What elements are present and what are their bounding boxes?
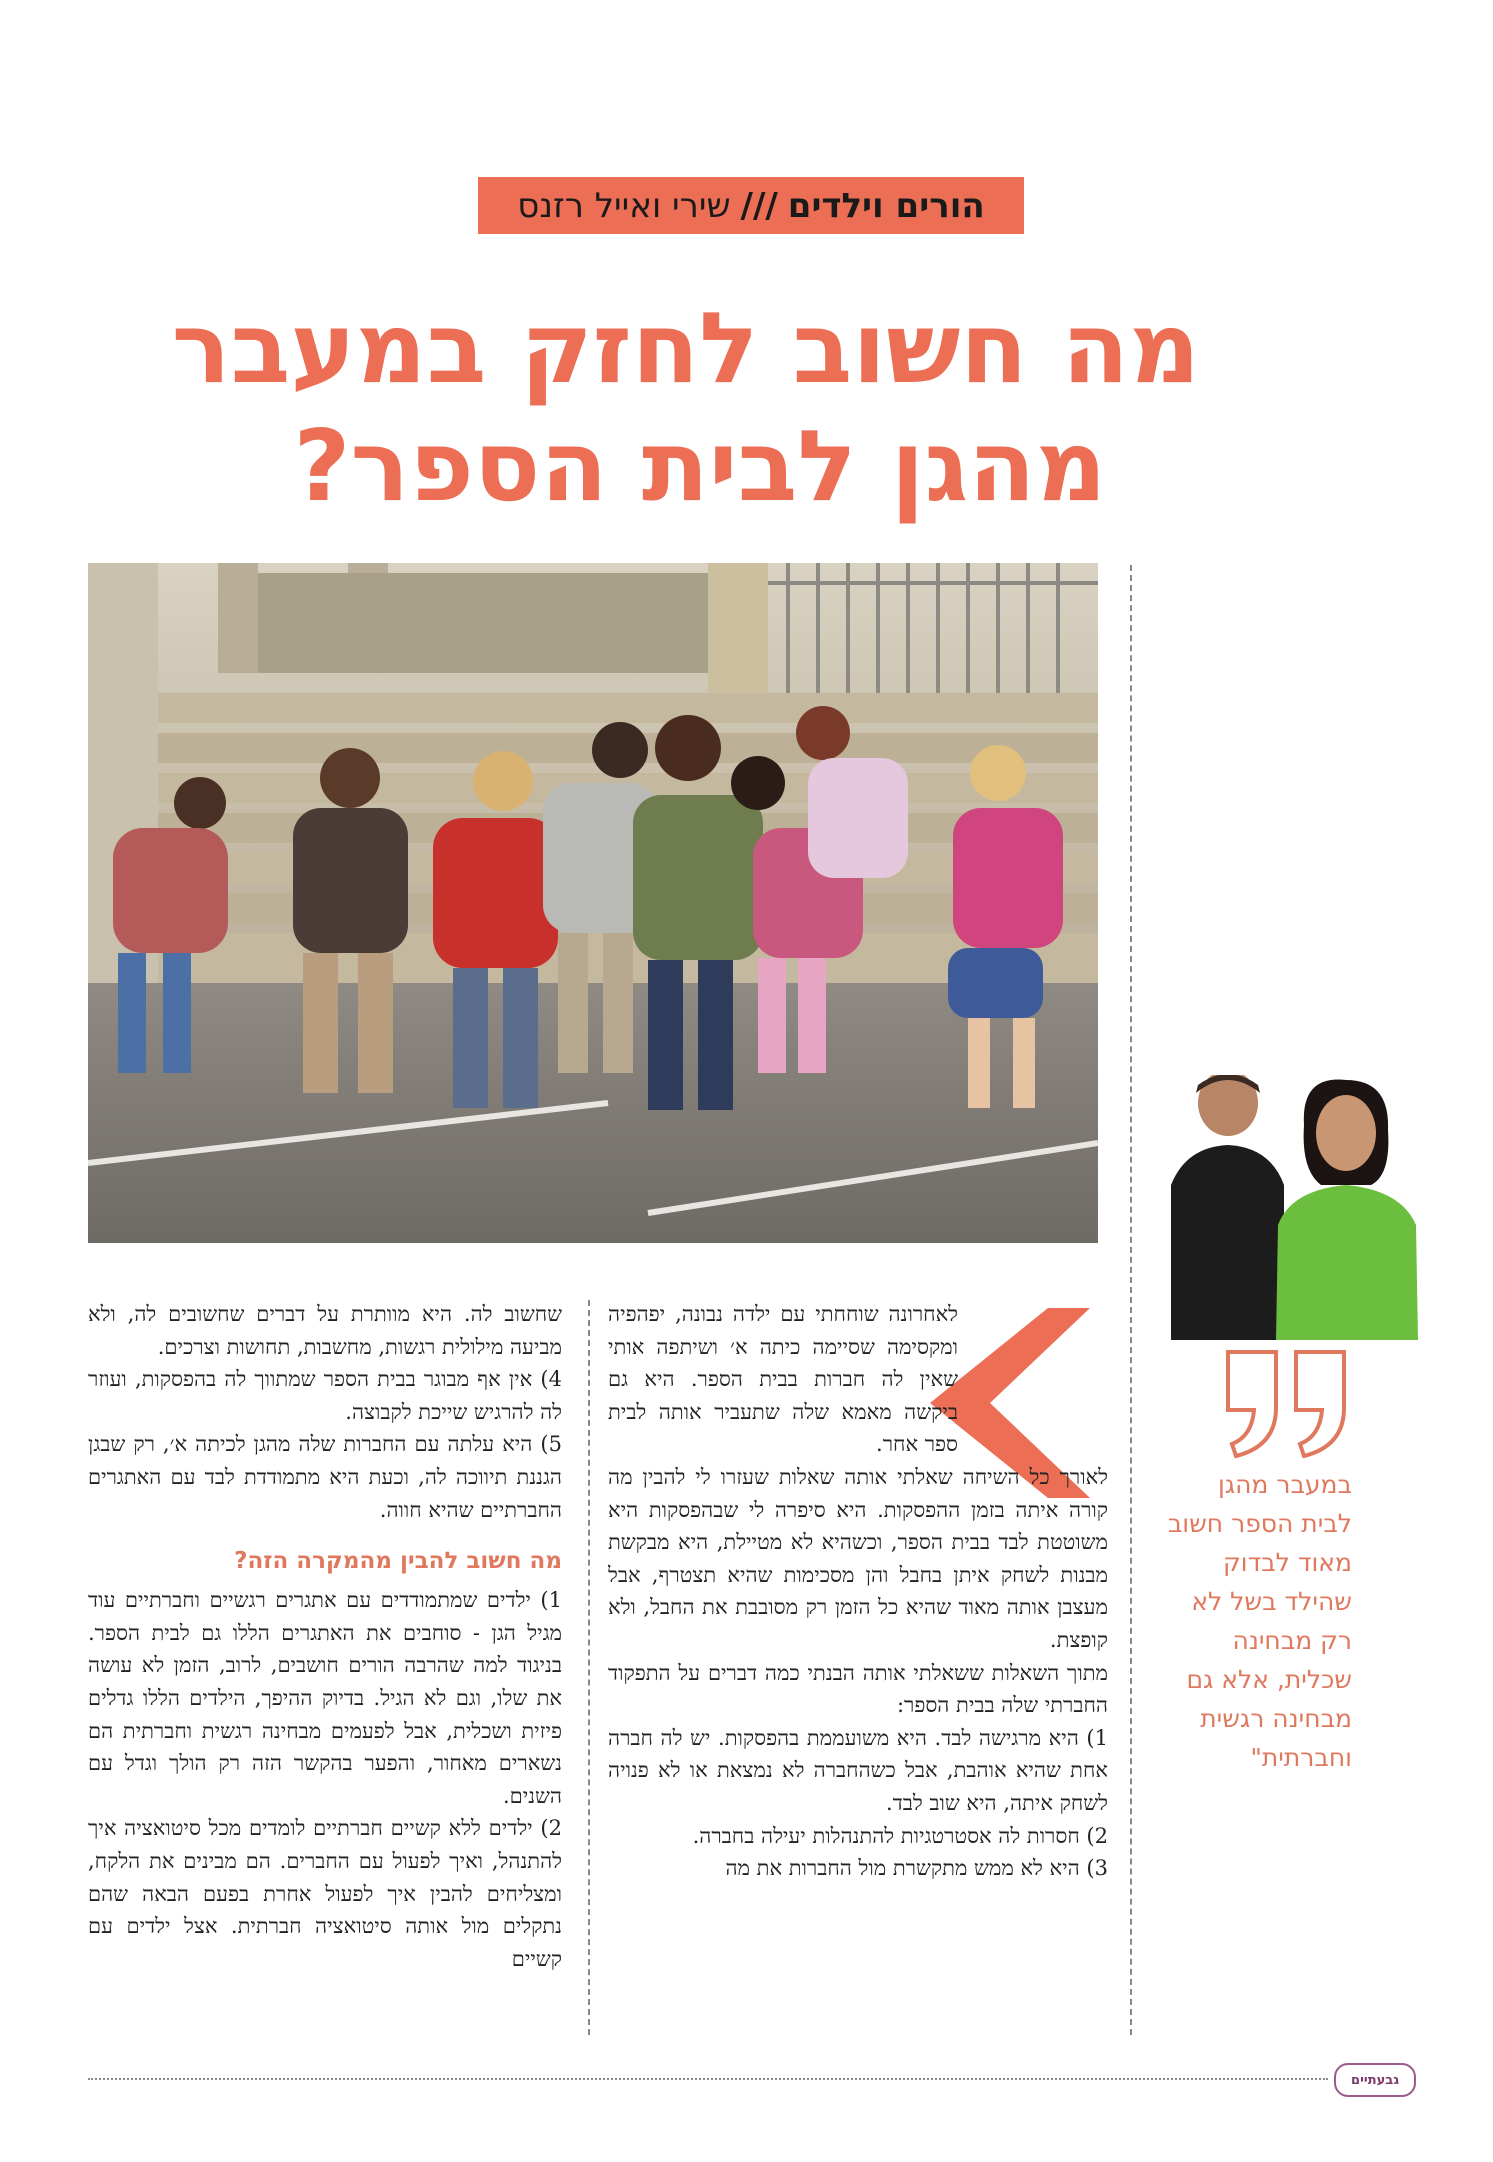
banner-separator: /// [740,185,778,226]
article-intro: לאחרונה שוחחתי עם ילדה נבונה, יפהפיה ומקסימה שסיימה כיתה א׳ ושיתפה אותי שאין לה חברות בבית הספר. היא גם ביקשה מאמא שלה שתעביר אותה לבית ספר אחר. [608,1302,958,1457]
article-paragraph: לאורך כל השיחה שאלתי אותה שאלות שעזרו לי להבין מה קורה איתה בזמן ההפסקות. היא סיפרה לי שבהפסקות היא משוטטת לבד בבית הספר, וכשהיא לא מטיילת, היא מבקשת מבנות לשחק איתן בחבל והן מסכימות שהיא תצטרף, אבל מעצבן אותה מאוד שהיא כל הזמן רק מסובבת את החבל, ולא קופצת. [608,1464,1108,1652]
headline-line-2: מהגן לבית הספר? [293,410,1107,524]
author-names: שירי ואייל רזנס [517,185,731,226]
footer-rule [88,2078,1328,2080]
article-column-left [88,1298,562,1975]
list-item: 1) ילדים שמתמודדים עם אתגרים רגשיים וחברתיים עוד מגיל הגן - סוחבים את האתגרים הללו גם לבית הספר. בניגוד למה שהרבה הורים חושבים, לרוב, הזמן לא עושה את שלו, וגם לא הגיל. בדיוק ההיפך, הילדים הללו גדלים פיזית ושכלית, אבל לפעמים מבחינה רגשית וחברתית הם נשארים מאחור, והפער בהקשר הזה רק הולך וגדל עם השנים. [88,1588,562,1808]
logo-text: גבעתיים [1351,2072,1399,2088]
double-quote-icon [1218,1350,1358,1460]
column-divider-main [1130,565,1132,2035]
list-item: 2) ילדים ללא קשיים חברתיים לומדים מכל סיטואציה איך להתנהל, ואיך לפעול עם החברים. הם מבינים את הלקח, ומצליחים להבין איך לפעול אחרת בפעם הבאה שהם נתקלים מול אותה סיטואציה חברתית. אצל ילדים עם קשיים [88,1816,562,1971]
column-divider-text [588,1300,590,2035]
publication-logo [1334,2063,1416,2097]
article-column-right [608,1298,1108,1885]
headline-line-1: מה חשוב לחזק במעבר [171,292,1200,406]
article-headline [171,290,1200,526]
children-with-backpacks-photo-icon [88,563,1098,1243]
list-item: 3) היא לא ממש מתקשרת מול החברות את מה [725,1856,1108,1881]
list-item: 4) אין אף מבוגר בבית הספר שמתווך לה בהפסקות, ועוזר לה להרגיש שייכת לקבוצה. [88,1367,562,1424]
list-item: 5) היא עלתה עם החברות שלה מהגן לכיתה א׳, רק שבגן הגננת תיווכה לה, וכעת היא מתמודדת לבד עם האתגרים החברתיים שהיא חווה. [88,1432,562,1522]
list-item: 1) היא מרגישה לבד. היא משועממת בהפסקות. יש לה חברה אחת שהיא אוהבת, אבל כשהחברה לא נמצאת או לא פנויה לשחק איתה, היא שוב לבד. [608,1725,1108,1815]
quote-mark-icon [1218,1350,1358,1460]
article-paragraph: שחשוב לה. היא מוותרת על דברים שחשובים לה, ולא מביעה מילולית רגשות, מחשבות, תחושות וצרכים. [88,1302,562,1359]
authors-photo [1166,1075,1418,1340]
article-paragraph: מתוך השאלות ששאלתי אותה הבנתי כמה דברים על התפקוד החברתי שלה בבית הספר: [608,1660,1108,1718]
authors-portrait-photo-icon [1166,1075,1418,1340]
section-banner [478,177,1024,234]
article-subheading: מה חשוב להבין מהמקרה הזה? [234,1548,562,1575]
hero-photo [88,563,1098,1243]
pull-quote: במעבר מהגן לבית הספר חשוב מאוד לבדוק שהילד בשל לא רק מבחינה שכלית, אלא גם מבחינה רגשית וחברתית" [1167,1470,1352,1772]
list-item: 2) חסרות לה אסטרטגיות להתנהלות יעילה בחברה. [692,1823,1108,1848]
section-name: הורים וילדים [787,185,985,226]
